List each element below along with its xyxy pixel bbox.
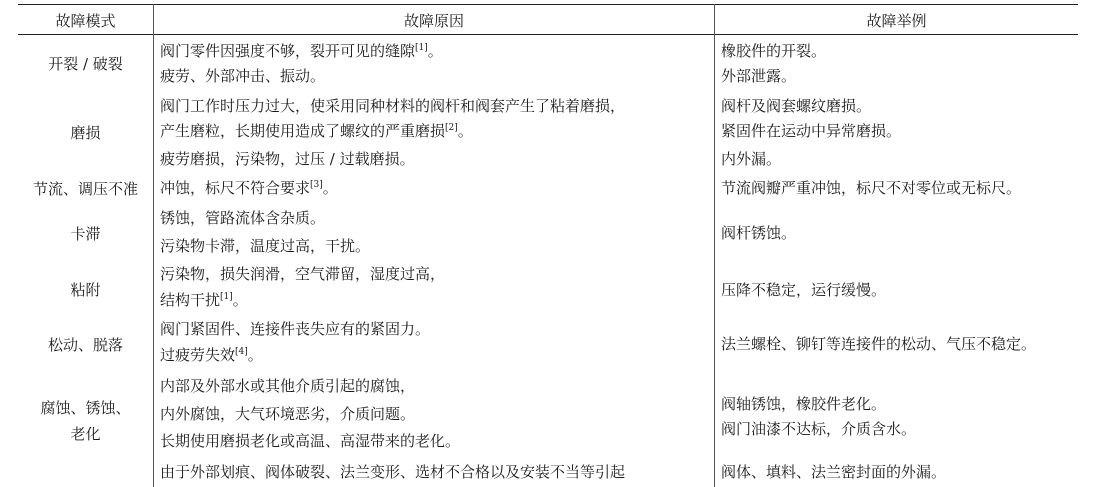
- fault-cause: 污染物，损失润滑，空气滞留，湿度过高，: [160, 265, 446, 283]
- header-mode: 故障模式: [55, 12, 116, 30]
- fault-example: 外部泄露。: [721, 67, 797, 85]
- fault-cause: 产生磨粒，长期使用造成了螺纹的严重磨损[2]。: [160, 122, 473, 140]
- fault-cause: 疲劳磨损，污染物，过压 / 过载磨损。: [160, 150, 415, 168]
- column-divider: [153, 4, 154, 487]
- fault-example: 压降不稳定，运行缓慢。: [721, 281, 887, 299]
- fault-cause: 内部及外部水或其他介质引起的腐蚀，: [160, 377, 416, 395]
- fault-mode: 松动、脱落: [47, 336, 123, 354]
- fault-cause: 阀门零件因强度不够，裂开可见的缝隙[1]。: [160, 42, 443, 60]
- fault-mode: 节流、调压不准: [32, 180, 138, 198]
- fault-mode: 卡滞: [70, 225, 101, 243]
- fault-cause: 由于外部划痕、阀体破裂、法兰变形、选材不合格以及安装不当等引起: [160, 463, 626, 481]
- fault-mode-line: 腐蚀、锈蚀、: [40, 399, 131, 417]
- fault-example: 节流阀瓣严重冲蚀，标尺不对零位或无标尺。: [721, 179, 1022, 197]
- header-cause: 故障原因: [403, 12, 464, 30]
- fault-cause: 过疲劳失效[4]。: [160, 346, 263, 364]
- fault-example: 法兰螺栓、铆钉等连接件的松动、气压不稳定。: [721, 335, 1037, 353]
- fault-cause: 长期使用磨损老化或高温、高湿带来的老化。: [160, 432, 461, 450]
- fault-mode: 开裂 / 破裂: [48, 55, 123, 73]
- fault-cause: 阀门工作时压力过大，使采用同种材料的阀杆和阀套产生了粘着磨损，: [160, 97, 626, 115]
- fault-cause: 阀门紧固件、连接件丧失应有的紧固力。: [160, 320, 431, 338]
- fault-example: 紧固件在运动中异常磨损。: [721, 122, 902, 140]
- fault-example: 阀杆及阀套螺纹磨损。: [721, 97, 872, 115]
- fault-cause: 结构干扰[1]。: [160, 291, 248, 309]
- fault-example: 阀体、填料、法兰密封面的外漏。: [721, 463, 947, 481]
- fault-mode: 磨损: [70, 124, 101, 142]
- fault-example: 橡胶件的开裂。: [721, 42, 827, 60]
- table-header-rule: [18, 34, 1078, 35]
- fault-example: 内外漏。: [721, 150, 782, 168]
- fault-cause: 冲蚀，标尺不符合要求[3]。: [160, 179, 338, 197]
- fault-cause: 锈蚀，管路流体含杂质。: [160, 209, 326, 227]
- fault-cause: 内外腐蚀，大气环境恶劣，介质问题。: [160, 405, 416, 423]
- column-divider: [714, 4, 715, 487]
- fault-example: 阀杆锈蚀。: [721, 224, 797, 242]
- header-example: 故障举例: [866, 12, 927, 30]
- fault-cause: 疲劳、外部冲击、振动。: [160, 67, 326, 85]
- fault-example: 阀轴锈蚀，橡胶件老化。: [721, 395, 887, 413]
- fault-mode: [18, 395, 153, 447]
- fault-mode: 粘附: [70, 281, 101, 299]
- fault-mode-line: 老化: [70, 425, 101, 443]
- fault-example: 阀门油漆不达标，介质含水。: [721, 420, 917, 438]
- table-top-rule: [18, 4, 1078, 5]
- fault-cause: 污染物卡滞，温度过高，干扰。: [160, 237, 371, 255]
